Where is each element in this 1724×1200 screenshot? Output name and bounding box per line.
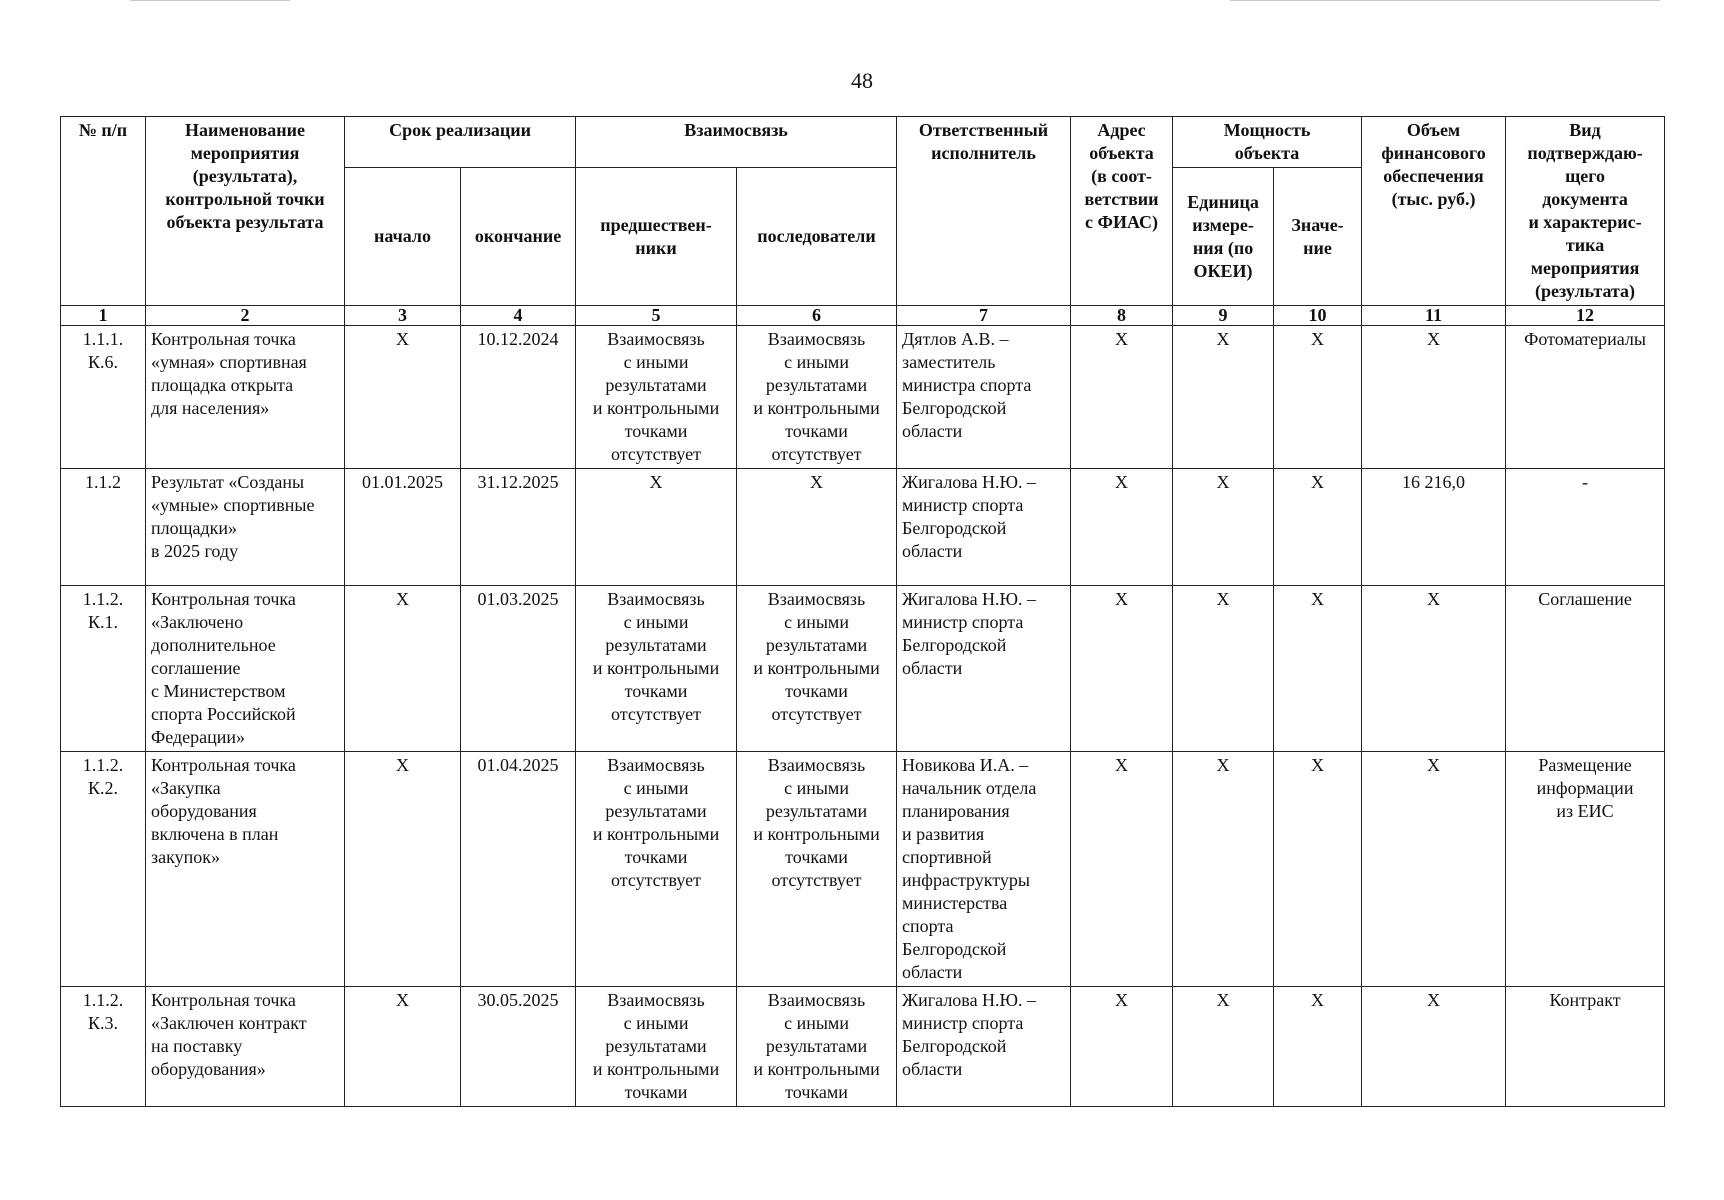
header-link: Взаимосвязь [576, 117, 897, 168]
cell-end: 31.12.2025 [461, 469, 576, 586]
plan-table [60, 116, 1665, 1107]
cell-unit: Х [1173, 326, 1274, 469]
header-capacity-unit: Единица измере- ния (по ОКЕИ) [1173, 168, 1274, 306]
cell-num: 1.1.2. К.3. [61, 987, 146, 1107]
cell-value: Х [1274, 987, 1362, 1107]
cell-start: Х [345, 987, 461, 1107]
cell-responsible: Жигалова Н.Ю. – министр спорта Белгородской области [897, 586, 1071, 752]
cell-value: Х [1274, 326, 1362, 469]
header-row-1 [61, 117, 1665, 168]
cell-finance: Х [1362, 752, 1506, 987]
header-name: Наименование мероприятия (результата), контрольной точки объекта результата [146, 117, 345, 306]
cell-address: Х [1071, 586, 1173, 752]
cell-start: Х [345, 586, 461, 752]
cell-start: 01.01.2025 [345, 469, 461, 586]
cell-num: 1.1.1. К.6. [61, 326, 146, 469]
column-number: 9 [1173, 306, 1274, 326]
cell-next: Х [737, 469, 897, 586]
cell-pred: Взаимосвязь с иными результатами и контрольными точками отсутствует [576, 752, 737, 987]
cell-pred: Взаимосвязь с иными результатами и контрольными точками [576, 987, 737, 1107]
table-row [61, 987, 1665, 1107]
cell-next: Взаимосвязь с иными результатами и контрольными точками [737, 987, 897, 1107]
column-number: 12 [1506, 306, 1665, 326]
header-term-start: начало [345, 168, 461, 306]
cell-value: Х [1274, 752, 1362, 987]
column-number-row [61, 306, 1665, 326]
header-responsible: Ответственный исполнитель [897, 117, 1071, 306]
cell-end: 01.04.2025 [461, 752, 576, 987]
scan-edge-line-left [130, 0, 290, 1]
cell-name: Контрольная точка «Закупка оборудования включена в план закупок» [146, 752, 345, 987]
cell-pred: Взаимосвязь с иными результатами и контрольными точками отсутствует [576, 586, 737, 752]
column-number: 4 [461, 306, 576, 326]
cell-value: Х [1274, 586, 1362, 752]
cell-end: 30.05.2025 [461, 987, 576, 1107]
header-capacity-value: Значе- ние [1274, 168, 1362, 306]
cell-num: 1.1.2 [61, 469, 146, 586]
header-link-pred: предшествен- ники [576, 168, 737, 306]
cell-name: Контрольная точка «Заключен контракт на поставку оборудования» [146, 987, 345, 1107]
cell-next: Взаимосвязь с иными результатами и контрольными точками отсутствует [737, 586, 897, 752]
column-number: 6 [737, 306, 897, 326]
cell-unit: Х [1173, 469, 1274, 586]
scan-edge-line-right [1230, 0, 1660, 1]
header-finance: Объем финансового обеспечения (тыс. руб.) [1362, 117, 1506, 306]
cell-name: Контрольная точка «умная» спортивная площадка открыта для населения» [146, 326, 345, 469]
cell-start: Х [345, 326, 461, 469]
column-number: 1 [61, 306, 146, 326]
cell-num: 1.1.2. К.2. [61, 752, 146, 987]
column-number: 11 [1362, 306, 1506, 326]
header-capacity: Мощность объекта [1173, 117, 1362, 168]
header-num: № п/п [61, 117, 146, 306]
page-number: 48 [851, 68, 873, 93]
cell-num: 1.1.2. К.1. [61, 586, 146, 752]
cell-responsible: Дятлов А.В. – заместитель министра спорта Белгородской области [897, 326, 1071, 469]
cell-responsible: Жигалова Н.Ю. – министр спорта Белгородской области [897, 987, 1071, 1107]
header-term-end: окончание [461, 168, 576, 306]
cell-doc: Контракт [1506, 987, 1665, 1107]
cell-address: Х [1071, 469, 1173, 586]
column-number: 10 [1274, 306, 1362, 326]
cell-finance: Х [1362, 326, 1506, 469]
cell-end: 10.12.2024 [461, 326, 576, 469]
cell-responsible: Новикова И.А. – начальник отдела планирования и развития спортивной инфраструктуры министерства спорта Белгородской области [897, 752, 1071, 987]
cell-name: Результат «Созданы «умные» спортивные площадки» в 2025 году [146, 469, 345, 586]
cell-finance: 16 216,0 [1362, 469, 1506, 586]
cell-next: Взаимосвязь с иными результатами и контрольными точками отсутствует [737, 326, 897, 469]
column-number: 3 [345, 306, 461, 326]
cell-address: Х [1071, 987, 1173, 1107]
cell-address: Х [1071, 326, 1173, 469]
cell-doc: Фотоматериалы [1506, 326, 1665, 469]
cell-finance: Х [1362, 586, 1506, 752]
cell-start: Х [345, 752, 461, 987]
table-row [61, 469, 1665, 586]
cell-unit: Х [1173, 752, 1274, 987]
column-number: 8 [1071, 306, 1173, 326]
cell-unit: Х [1173, 586, 1274, 752]
cell-doc: - [1506, 469, 1665, 586]
cell-unit: Х [1173, 987, 1274, 1107]
header-address: Адрес объекта (в соот- ветствии с ФИАС) [1071, 117, 1173, 306]
column-number: 7 [897, 306, 1071, 326]
table-row [61, 326, 1665, 469]
column-number: 5 [576, 306, 737, 326]
cell-next: Взаимосвязь с иными результатами и контрольными точками отсутствует [737, 752, 897, 987]
header-doc: Вид подтверждаю- щего документа и характерис- тика мероприятия (результата) [1506, 117, 1665, 306]
cell-doc: Соглашение [1506, 586, 1665, 752]
cell-finance: Х [1362, 987, 1506, 1107]
header-link-next: последователи [737, 168, 897, 306]
cell-end: 01.03.2025 [461, 586, 576, 752]
cell-name: Контрольная точка «Заключено дополнительное соглашение с Министерством спорта Российской Федерации» [146, 586, 345, 752]
table-row [61, 752, 1665, 987]
cell-value: Х [1274, 469, 1362, 586]
cell-responsible: Жигалова Н.Ю. – министр спорта Белгородской области [897, 469, 1071, 586]
header-term: Срок реализации [345, 117, 576, 168]
cell-address: Х [1071, 752, 1173, 987]
cell-doc: Размещение информации из ЕИС [1506, 752, 1665, 987]
cell-pred: Х [576, 469, 737, 586]
column-number: 2 [146, 306, 345, 326]
table-row [61, 586, 1665, 752]
cell-pred: Взаимосвязь с иными результатами и контрольными точками отсутствует [576, 326, 737, 469]
plan-table-container [60, 116, 1665, 1107]
